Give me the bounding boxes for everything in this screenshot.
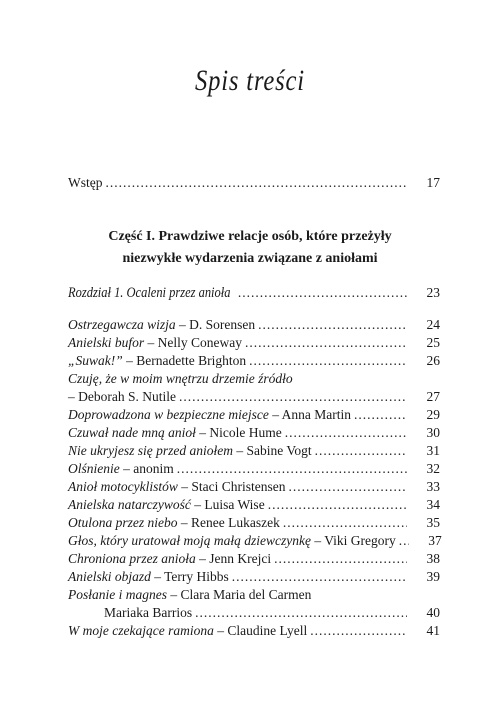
chapter-title: Rozdział 1. Ocaleni przez anioła xyxy=(68,285,231,301)
dot-leader xyxy=(285,424,407,442)
entry-author: – Anna Martin xyxy=(268,407,351,422)
entry-author: – Clara Maria del Carmen xyxy=(167,587,312,602)
part-heading-line-1: Część I. Prawdziwe relacje osób, które przeżyły xyxy=(108,229,392,244)
dot-leader xyxy=(354,406,407,424)
entry-title: Głos, który uratował moją małą dziewczynkę xyxy=(68,533,311,548)
entry-title: Anielska natarczywość xyxy=(68,497,191,512)
entry-title: Otulona przez niebo xyxy=(68,515,178,530)
toc-entry[interactable] xyxy=(68,550,440,568)
toc-chapter-1[interactable] xyxy=(68,284,440,302)
toc-entry-intro[interactable] xyxy=(68,174,440,192)
entry-author: – Bernadette Brighton xyxy=(122,353,247,368)
toc-entry[interactable] xyxy=(68,460,440,478)
toc-page-number: 33 xyxy=(426,479,440,494)
toc-entry[interactable] xyxy=(68,478,440,496)
dot-leader xyxy=(195,604,407,622)
toc-entry[interactable] xyxy=(68,496,440,514)
part-heading xyxy=(0,226,500,270)
dot-leader xyxy=(106,174,408,192)
toc-page-number: 24 xyxy=(426,317,440,332)
entry-author: – Sabine Vogt xyxy=(232,443,312,458)
toc-entry[interactable] xyxy=(68,442,440,460)
toc-page-number: 17 xyxy=(426,175,440,190)
toc-entry[interactable] xyxy=(68,568,440,586)
toc-page-number: 40 xyxy=(426,605,440,620)
dot-leader xyxy=(310,622,407,640)
toc-entry[interactable] xyxy=(68,406,440,424)
toc-page-number: 41 xyxy=(426,623,440,638)
dot-leader xyxy=(177,460,407,478)
dot-leader xyxy=(268,496,407,514)
dot-leader xyxy=(288,478,407,496)
toc-page-number: 29 xyxy=(426,407,440,422)
toc-page-number: 26 xyxy=(426,353,440,368)
dot-leader xyxy=(238,284,407,302)
toc-page-number: 31 xyxy=(426,443,440,458)
dot-leader xyxy=(399,532,409,550)
toc-page-number: 34 xyxy=(426,497,440,512)
entry-title: Chroniona przez anioła xyxy=(68,551,196,566)
entry-author: – Nicole Hume xyxy=(195,425,282,440)
toc-page-number: 27 xyxy=(426,389,440,404)
dot-leader xyxy=(245,334,407,352)
entry-title: W moje czekające ramiona xyxy=(68,623,214,638)
toc-page-number: 30 xyxy=(426,425,440,440)
toc-page-number: 32 xyxy=(426,461,440,476)
entry-title-line xyxy=(68,370,293,388)
entry-author: – Nelly Coneway xyxy=(144,335,242,350)
toc-entry[interactable] xyxy=(68,532,440,550)
entry-author: – Jenn Krejci xyxy=(195,551,272,566)
toc-page-number: 37 xyxy=(428,533,442,548)
entry-title: Posłanie i magnes xyxy=(68,587,167,602)
dot-leader xyxy=(232,568,407,586)
toc-entry[interactable] xyxy=(68,514,440,532)
entry-author: – anonim xyxy=(119,461,174,476)
toc-entry-label: Wstęp xyxy=(68,175,103,190)
dot-leader xyxy=(283,514,407,532)
entry-title: Czuwał nade mną anioł xyxy=(68,425,196,440)
entry-title: Anioł motocyklistów xyxy=(68,479,178,494)
toc-page-number: 38 xyxy=(426,551,440,566)
dot-leader xyxy=(315,442,407,460)
entry-title: „Suwak!” xyxy=(68,353,123,368)
entry-author: Mariaka Barrios xyxy=(104,605,193,620)
toc-entry[interactable] xyxy=(68,622,440,640)
entry-title: Czuję, że w moim wnętrzu drzemie źródło xyxy=(68,371,293,386)
page-title: Spis treści xyxy=(195,64,305,97)
toc-entry[interactable] xyxy=(68,388,440,406)
entry-author: – Terry Hibbs xyxy=(150,569,229,584)
entry-author: – Luisa Wise xyxy=(190,497,265,512)
dot-leader xyxy=(249,352,407,370)
toc-entry[interactable] xyxy=(68,316,440,334)
entry-author: – Claudine Lyell xyxy=(213,623,308,638)
toc-page-number: 25 xyxy=(426,335,440,350)
dot-leader xyxy=(179,388,407,406)
entry-author: – Staci Christensen xyxy=(177,479,286,494)
toc-entry[interactable] xyxy=(68,334,440,352)
toc-entry[interactable] xyxy=(68,352,440,370)
toc-page-number: 23 xyxy=(426,285,440,300)
entry-author: – Deborah S. Nutile xyxy=(68,389,176,404)
toc-entry[interactable] xyxy=(104,604,440,622)
entry-author: – Viki Gregory xyxy=(310,533,396,548)
entry-author: – D. Sorensen xyxy=(175,317,256,332)
entry-title: Anielski objazd xyxy=(68,569,151,584)
entry-title: Nie ukryjesz się przed aniołem xyxy=(68,443,233,458)
toc-page-number: 39 xyxy=(426,569,440,584)
entry-author: – Renee Lukaszek xyxy=(177,515,280,530)
dot-leader xyxy=(274,550,407,568)
entry-title: Ostrzegawcza wizja xyxy=(68,317,176,332)
part-heading-line-2: niezwykłe wydarzenia związane z aniołami xyxy=(122,251,378,266)
toc-page-number: 35 xyxy=(426,515,440,530)
dot-leader xyxy=(258,316,407,334)
entry-title: Doprowadzona w bezpieczne miejsce xyxy=(68,407,269,422)
entry-title-line xyxy=(68,586,311,604)
toc-entry[interactable] xyxy=(68,424,440,442)
entry-title: Anielski bufor xyxy=(68,335,145,350)
entry-title: Olśnienie xyxy=(68,461,120,476)
